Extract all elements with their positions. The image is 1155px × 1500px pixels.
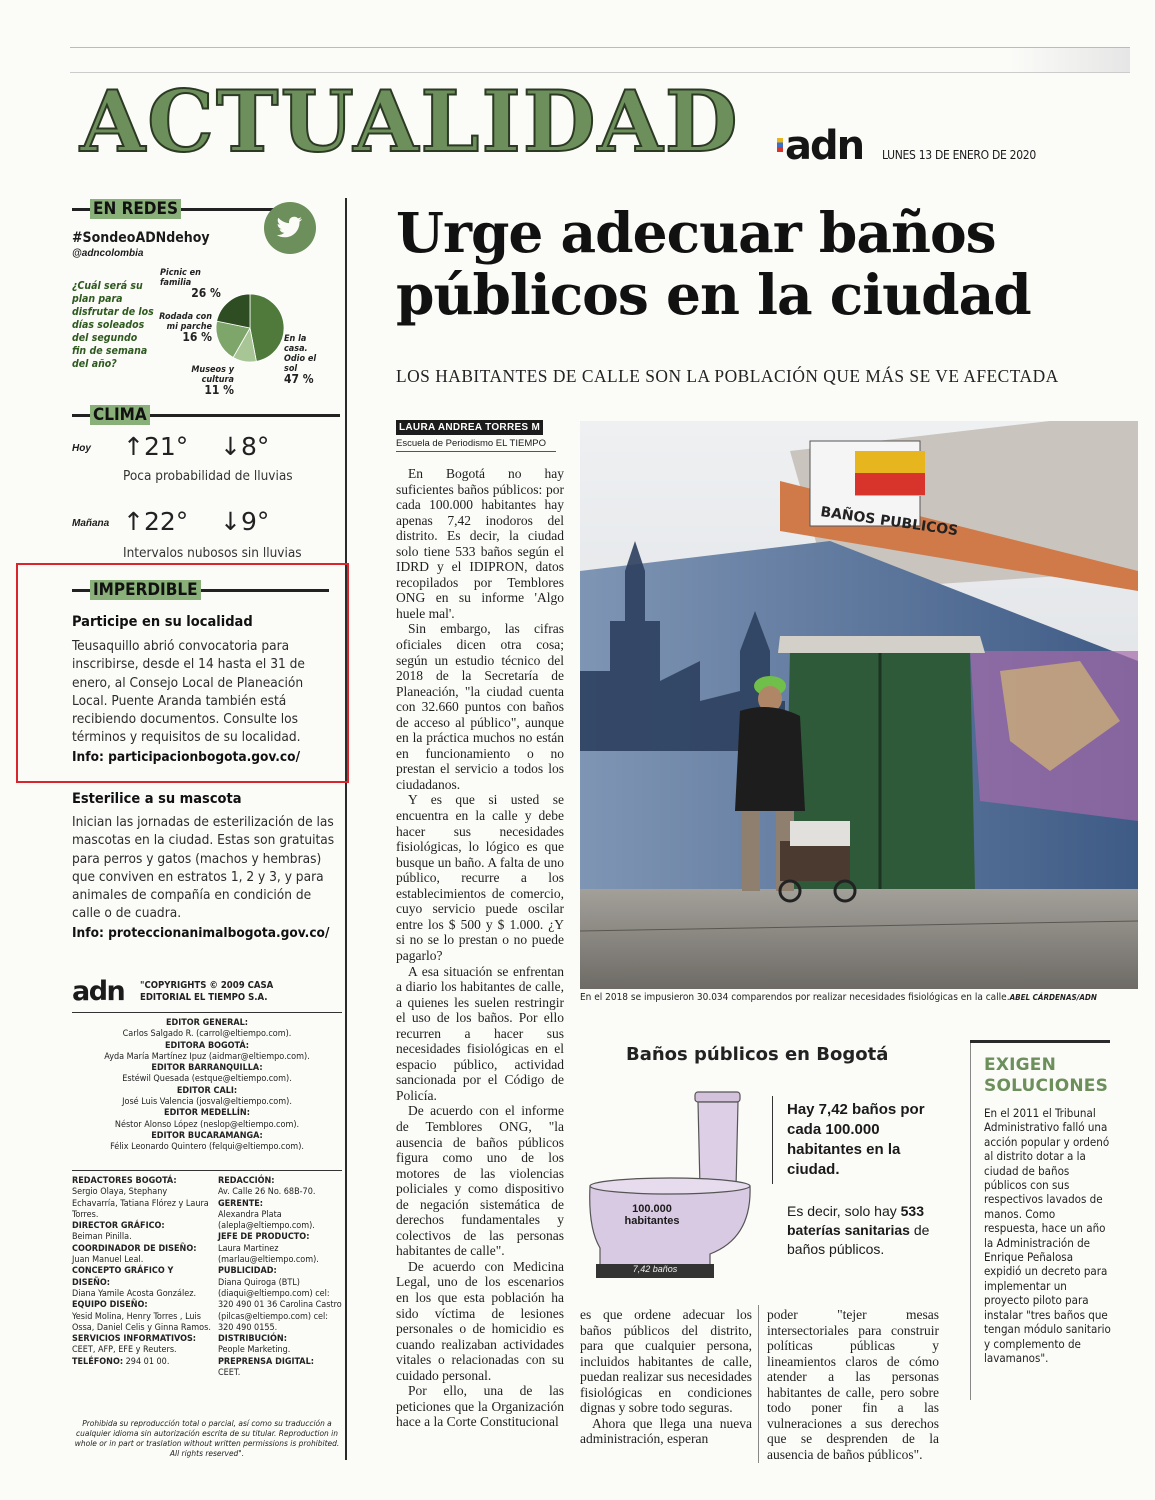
staff-left-col: REDACTORES BOGOTÁ: Sergio Olaya, Stephany Echavarría, Tatiana Flórez y Laura Torres. DIRECTOR GRÁFICO: Beiman Pinilla. COORDINADOR DE DISEÑO: Juan Manuel Leal. CONCEPTO GRÁFICO Y DISEÑO: Diana Yamile Acosta González. EQUIPO DISEÑO: Yesid Molina, Henry Torres , Luis Ossa, Daniel Celis y Ginna Ramos. SERVICIOS INFORMATIVOS: CEET, AFP, EFE y Reuters. TELÉFONO: 294 01 00. <box>72 1176 211 1367</box>
infographic-stat: Hay 7,42 baños por cada 100.000 habitantes en la ciudad. <box>787 1101 925 1178</box>
section-title: ACTUALIDAD <box>80 72 740 171</box>
pie-label-museos: Museos y cultura 11 % <box>191 365 234 397</box>
exigen-title: EXIGEN SOLUCIONES <box>984 1055 1109 1096</box>
author-byline: LAURA ANDREA TORRES M <box>396 420 543 435</box>
article-headline: Urge adecuar baños públicos en la ciudad <box>396 200 1031 327</box>
weather-day-tomorrow: Mañana <box>72 518 110 529</box>
editor-entry: EDITOR GENERAL: Carlos Salgado R. (carrol@eltiempo.com). <box>122 1018 292 1040</box>
pie-slice-en-casa <box>250 294 284 361</box>
editor-entry: EDITOR BARRANQUILLA: Estéwil Quesada (estque@eltiempo.com). <box>122 1063 292 1085</box>
column-rule <box>758 1305 759 1463</box>
article-column-1: En Bogotá no hay suficientes baños públicos: por cada 100.000 habitantes hay apenas 7,42 inodoros del distrito. Es decir, la ciudad solo tiene 533 baños según el IDRD y el IDIPRON, datos recopilados por Temblores ONG en su informe 'Algo huele mal'. Sin embargo, las cifras oficiales dicen otra cosa; según un estudio técnico del 2018 de la Secretaría de Planeación, "la ciudad cuenta con 32.660 puntos con baños de acceso al público", aunque en la práctica muchos no están en funcionamiento o no prestan el servicio a todos los ciudadanos. Y es que si usted se encuentra en la calle y debe hacer sus necesidades fisiológicas, lo lógico es que busque un baño. A falta de uno público, recurre a los establecimientos de comercio, cuyo servicio puede oscilar entre los $ 500 y $ 1.000. ¿Y si no se lo prestan o no puede pagarlo? A esa situación se enfrentan a diario los habitantes de calle, a quienes les suelen restringir el uso de los baños. Por ello recurren a hacer sus necesidades fisiológicas en el espacio público, actividad sancionada por el Código de Policía. De acuerdo con el informe de Temblores ONG, "la ausencia de baños públicos figura como uno de los motores de las violencias policiales y como dispositivo de negación sistemática de derechos fundamentales y colectivos de las personas habitantes de calle". De acuerdo con Medicina Legal, uno de los escenarios en los que esta población ha sido víctima de lesiones personales o de homicidio es cuando realizaban actividades vitales o relacionadas con su cuidado personal. Por ello, una de las peticiones que la Organización hace a la Corte Constitucional <box>396 466 564 1430</box>
imperdible-heading: IMPERDIBLE <box>72 580 329 600</box>
weather-desc-tomorrow: Intervalos nubosos sin lluvias <box>123 545 302 561</box>
poll-pie-chart <box>214 292 286 364</box>
article-column-2: es que ordene adecuar los baños públicos del distrito, para que cualquier persona, incluidos habitantes de calle, puedan realizar sus necesidades fisiológicas en condiciones dignas y sobre todo seguras. Ahora que llega una nueva administración, esperan <box>580 1307 752 1447</box>
masthead-rule <box>72 1012 342 1013</box>
clima-heading: CLIMA <box>72 405 340 425</box>
weather-day-today: Hoy <box>72 443 91 454</box>
twitter-bird-icon <box>264 202 316 254</box>
en-redes-heading: EN REDES <box>72 199 306 219</box>
item-text-localidad: Teusaquillo abrió convocatoria para inscribirse, desde el 14 hasta el 31 de enero, al Consejo Local de Planeación Local. Puente Aranda también está recibiendo documentos. Consulte los términos y requisitos de su localidad. <box>72 638 305 746</box>
article-deck: LOS HABITANTES DE CALLE SON LA POBLACIÓN QUE MÁS SE VE AFECTADA <box>396 366 1059 386</box>
staff-right-col: REDACCIÓN: Av. Calle 26 No. 68B-70. GERENTE: Alexandra Plata (alepla@eltiempo.com). JEFE DE PRODUCTO: Laura Martinez (marlau@eltiempo.com). PUBLICIDAD: Diana Quiroga (BTL) (diaqui@eltiempo.com) cel: 320 490 01 36 Carolina Castro (pilcas@eltiempo.com) cel: 320 490 0155. DISTRIBUCIÓN: People Marketing. PREPRENSA DIGITAL: CEET. <box>218 1176 342 1379</box>
editor-entry: EDITOR BUCARAMANGA: Félix Leonardo Quintero (felqui@eltiempo.com). <box>110 1130 304 1153</box>
toilet-icon <box>580 1088 770 1280</box>
item-link-mascota[interactable]: Info: proteccionanimalbogota.gov.co/ <box>72 925 330 941</box>
infographic-detail: Es decir, solo hay 533 baterías sanitarias de baños públicos. <box>787 1203 930 1257</box>
item-title-localidad: Participe en su localidad <box>72 614 253 630</box>
hashtag: #SondeoADNdehoy <box>72 230 210 246</box>
exigen-rule <box>970 1040 971 1400</box>
masthead-logo: adn <box>72 976 125 1007</box>
pie-label-casa: En la casa. Odio el sol 47 % <box>284 334 317 386</box>
item-title-mascota: Esterilice a su mascota <box>72 791 242 807</box>
top-rule <box>70 47 1130 73</box>
exigen-text: En el 2011 el Tribunal Administrativo falló una acción popular y ordenó al distrito dotar a la ciudad de baños públicos con sus respectivos lavados de manos. Como respuesta, hace un año la Administración de Enrique Peñalosa expidió un decreto para implementar un proyecto piloto para instalar "tres baños que tengan módulo sanitario y complemento de lavamanos". <box>984 1106 1111 1365</box>
infographic-title: Baños públicos en Bogotá <box>626 1044 889 1065</box>
weather-desc-today: Poca probabilidad de lluvias <box>123 468 293 484</box>
editor-entry: EDITOR MEDELLÍN: Néstor Alonso López (neslop@eltiempo.com). <box>114 1108 300 1130</box>
poll-question: ¿Cuál será su plan para disfrutar de los días soleados del segundo fin de semana del año? <box>72 280 154 370</box>
weather-min-today: ↓8° <box>220 432 270 461</box>
item-text-mascota: Inician las jornadas de esterilización de las mascotas en la ciudad. Estas son gratuitas para perros y gatos (machos y hembras) que conviven en estratos 1, 2 y 3, y para animales de compañía en condición de calle o de cuadra. <box>72 814 335 922</box>
adn-logo: adn <box>785 126 863 166</box>
weather-max-today: ↑21° <box>123 432 189 461</box>
bowl-label: 100.000 habitantes <box>624 1203 680 1227</box>
article-column-3: poder "tejer mesas intersectoriales para construir políticas públicas y lineamientos claros de cómo atender a las personas habitantes de calle, pero sobre todo poner fin a las vulneraciones a sus derechos que se desprenden de la ausencia de baños públicos". <box>767 1307 939 1462</box>
editors-block <box>72 1018 342 1154</box>
pie-label-rodada: Rodada con mi parche 16 % <box>159 312 212 344</box>
exigen-top-rule <box>970 1040 1110 1043</box>
article-photo <box>580 421 1138 989</box>
copyright-notice: "COPYRIGHTS © 2009 CASA EDITORIAL EL TIEMPO S.A. <box>140 980 274 1003</box>
item-link-localidad[interactable]: Info: participacionbogota.gov.co/ <box>72 749 301 765</box>
weather-min-tomorrow: ↓9° <box>220 507 270 536</box>
svg-text:BAÑOS PUBLICOS: BAÑOS PUBLICOS <box>819 504 960 540</box>
editor-entry: EDITORA BOGOTÁ: Ayda María Martínez Ipuz (aidmar@eltiempo.com). <box>104 1040 310 1062</box>
base-label: 7,42 baños <box>632 1264 678 1274</box>
info-rule <box>772 1096 773 1184</box>
sidebar-divider <box>345 198 347 1460</box>
editor-entry: EDITOR CALI: José Luis Valencia (josval@eltiempo.com). <box>122 1085 292 1108</box>
masthead-rule-2 <box>72 1170 342 1171</box>
legal-notice: Prohibida su reproducción total o parcial, así como su traducción a cualquier idioma sin autorización escrita de su titular. Reproduction in whole or in part or traslation without written permissions is prohibited. All rights reserved". <box>74 1418 340 1458</box>
weather-max-tomorrow: ↑22° <box>123 507 189 536</box>
photo-caption: En el 2018 se impusieron 30.034 comparendos por realizar necesidades fisiológicas en la calle.ABEL CÁRDENAS/ADN <box>580 992 1097 1003</box>
author-affiliation: Escuela de Periodismo EL TIEMPO <box>396 438 556 452</box>
pie-label-picnic: Picnic en familia 26 % <box>160 268 221 300</box>
issue-date: LUNES 13 DE ENERO DE 2020 <box>882 148 1036 162</box>
twitter-handle: @adncolombia <box>72 248 144 259</box>
